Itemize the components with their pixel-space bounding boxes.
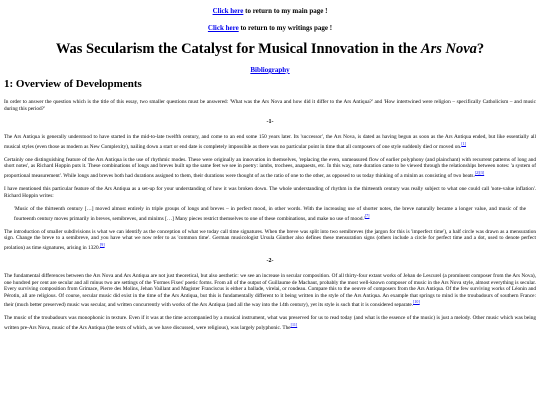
paragraph-text: The introduction of smaller subdivisions is what we can identify as the conception of what we today call time signatures. When the breve was split into two semibreves (the jargon for this is 'imperfect time'), a half circle was drawn as a mensuration sign. Change the breve to a semibreve, and you have what we now refer to as 'common time'. German musicologist Ursula Günther also defines these mensuration signs (others include a circle for perfect time and a dot, used to denote perfect prolation) as time signatures, arising in 1320. — [4, 228, 536, 251]
paragraph-text: The music of the troubadours was monophonic in texture. Even if it was at the time accompanied by a musical instrument, what was preserved for us to read today (and what is the essence of the music) is just a melody. Other music which was being written pre-Ars Nova, music of the Ars Antiqua (the texts of which, as we have discussed, were religious), was largely polyphonic. The — [4, 315, 536, 331]
footnote-link[interactable]: [10] — [413, 299, 420, 305]
section-heading: 1: Overview of Developments — [4, 78, 142, 90]
paragraph-time-signatures — [4, 229, 536, 251]
footnote-link[interactable]: [1] — [461, 140, 467, 146]
main-page-link[interactable]: Click here — [212, 7, 244, 15]
footnote-link[interactable]: [3] — [479, 169, 485, 175]
writings-page-link[interactable]: Click here — [207, 24, 239, 32]
section-marker-1: -1- — [266, 119, 274, 125]
footnote-link[interactable]: [2] — [474, 169, 480, 175]
nav-main-line — [4, 7, 536, 16]
paragraph-text: The fundamental differences between the Ars Nova and Ars Antiqua are not just theoretical, but also aesthetic: we see an increase in secular composition. Of all thirty-four extant works of Jehan de Lescurel (a prominent composer from the Ars Nova), one hundred per cent are secular and all minus two are settings of the 'Formes Fixes' poetic forms. From all of the output of Guillaume de Machaut, probably the most well-known composer of music in the Ars Nova style, almost everything is secular. Every surviving composition from Grimace, Pierre des Molins, Jehan Vaillant and Magister Franciscus is either a ballade, virelai, or rondeau. Compare this to the oeuvre of composers from the Ars Antiqua. Of the few surviving works of Léonin and Pérotin, all are religious. Of course, secular music did exist in the time of the Ars Antiqua, but this is fundamentally different to it being written in the style of the Ars Antiqua. An example that springs to mind is the troubadours of southern France: their (much better preserved) music was secular, and written concurrently with works of the Ars Antiqua (and all the way into the 14th century), yet its style is such that it is considered separate. — [4, 273, 536, 308]
paragraph-secular — [4, 273, 536, 308]
paragraph-rhythmic-modes — [4, 157, 536, 179]
paragraph-note-value: I have mentioned this particular feature of the Ars Antiqua as a set-up for your understanding of how it was broken down. The whole understanding of rhythm in the thirteenth century was really subject to what one could call 'note-value inflation'. Richard Hoppin writes: — [4, 186, 536, 199]
footnote-link[interactable]: [7] — [364, 212, 370, 218]
hoppin-quote — [14, 206, 526, 222]
paragraph-text: Certainly one distinguishing feature of the Ars Antiqua is the use of rhythmic modes. These were originally an innovation in themselves, 'replacing the even, unmeasured flow of earlier polyphony (and plainchant) with recurrent patterns of long and short notes', as Richard Hoppin puts it. These combinations of longs and breves built up the same feet we see in poetry: iambs, trochees, anapaests, etc. In this way, note duration came to be viewed through the relationships between notes: 'a system of proportional measurement'. While longs and breves both had durations assigned to them, their durations were thought of as the ratio of one to the other, as opposed to us today thinking of a minim as consisting of two beats. — [4, 156, 536, 179]
nav-writings-line — [4, 24, 536, 33]
paragraph-text: The Ars Antiqua is generally understood to have started in the mid-to-late twelfth century, and come to an end some 150 years later. Its 'successor', the Ars Nova, is dated as having begun as soon as the Ars Antiqua ended, but like essentially all musical styles (even those as modern as New Complexity), nailing down a start or end date is completely impossible as there was no particular point in time that all composers of one style suddenly died or moved on. — [4, 134, 536, 150]
bibliography-link[interactable]: Bibliography — [250, 66, 290, 74]
title-text: Was Secularism the Catalyst for Musical Innovation in the — [55, 41, 421, 57]
main-page-text: to return to my main page ! — [243, 7, 328, 15]
quote-text: 'Music of the thirteenth century […] moved almost entirely in triple groups of longs and breves – in perfect mood, in other words. With the increasing use of shorter notes, the breve naturally became a longer value, and music of the fourteenth century moves primarily in breves, semibreves, and minims […] Many pieces restrict themselves to one of these combinations, and make no use of mood.' — [14, 206, 526, 222]
page-title — [4, 41, 536, 58]
footnote-link[interactable]: [9] — [99, 241, 105, 247]
section-marker-2: -2- — [266, 258, 274, 265]
title-end: ? — [476, 41, 485, 57]
paragraph-troubadours — [4, 315, 536, 331]
footnote-link[interactable]: [11] — [290, 321, 298, 327]
paragraph-ars-antiqua — [4, 134, 536, 150]
writings-page-text: to return to my writings page ! — [238, 24, 333, 32]
bibliography-line — [4, 66, 536, 74]
intro-paragraph: In order to answer the question which is the title of this essay, two smaller questions must be answered: 'What was the Ars Nova and how did it differ to the Ars Antiqua?' and 'How intertwined were religion – specifically Catholicism – and music during this period?' — [4, 99, 536, 112]
title-italic: Ars Nova — [420, 41, 477, 57]
